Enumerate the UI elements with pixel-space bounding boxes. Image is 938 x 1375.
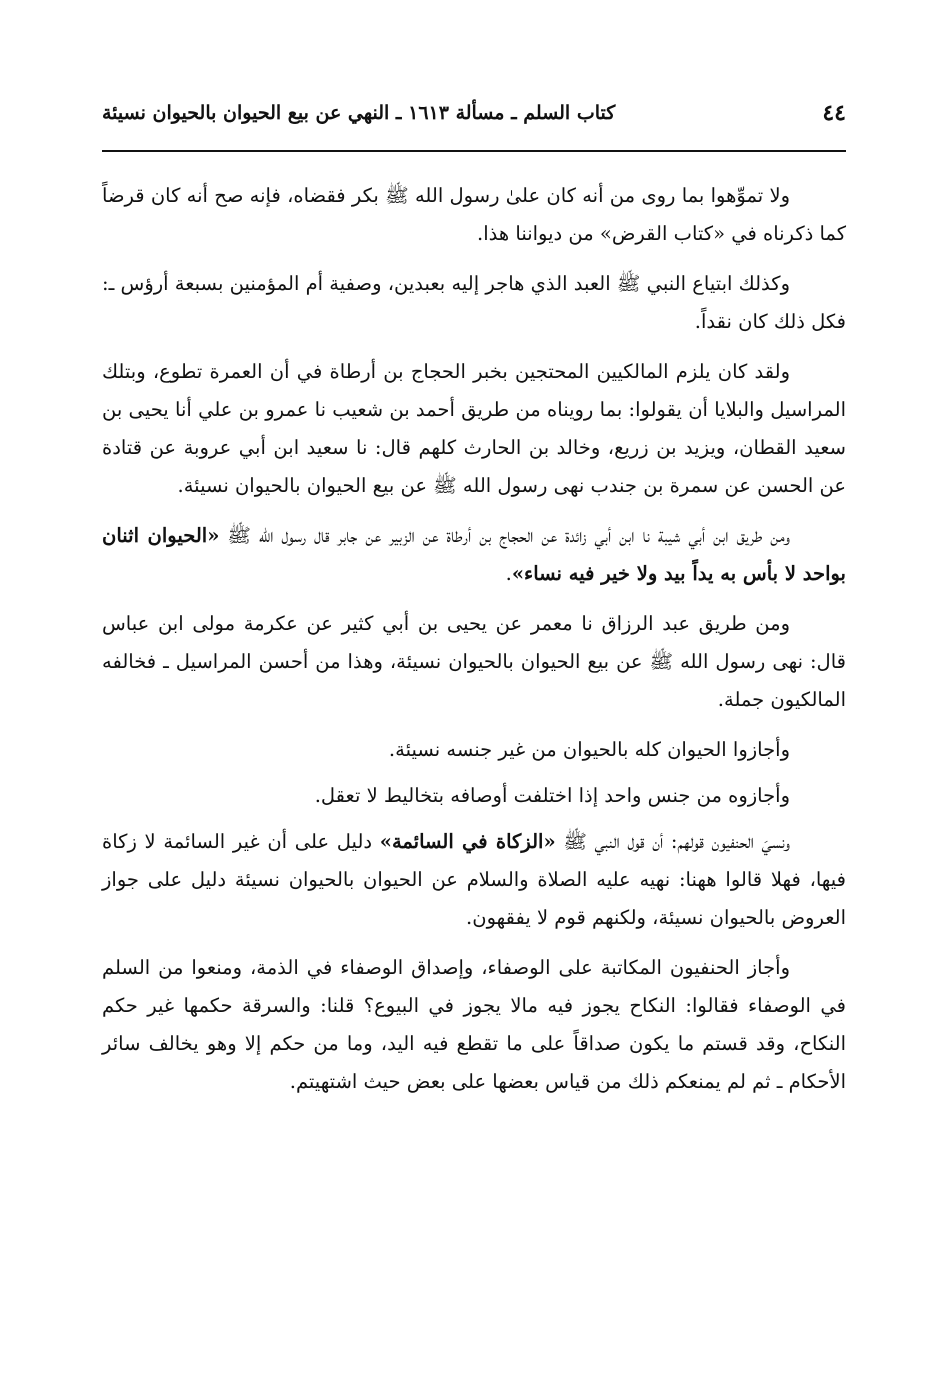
paragraph-text: ونسيَ الحنفيون قولهم: أن قول النبي ﷺ: [555, 830, 790, 853]
page-header: [102, 100, 846, 134]
header-divider: [102, 150, 846, 152]
hadith-quote: «الحيوان اثنان بواحد لا بأس به يداً بيد ولا خير فيه نساء»: [102, 524, 846, 585]
paragraph-text: دليل على أن غير السائمة لا زكاة فيها، فهلا قالوا ههنا: نهيه عليه الصلاة والسلام عن الحيوان بالحيوان نسيئة دليل على جواز العروض بالحيوان نسيئة، ولكنهم قوم لا يفقهون.: [102, 830, 846, 929]
paragraph: [102, 823, 846, 937]
paragraph: وكذلك ابتياع النبي ﷺ العبد الذي هاجر إليه بعبدين، وصفية أم المؤمنين بسبعة أرؤس ـ: فكل ذلك كان نقداً.: [102, 272, 846, 333]
page-number: ٤٤: [822, 100, 846, 126]
paragraph: وأجاز الحنفيون المكاتبة على الوصفاء، وإصداق الوصفاء في الذمة، ومنعوا من السلم في الوصفاء فقالوا: النكاح يجوز فيه مالا يجوز في البيوع؟ قلنا: والسرقة حكمها غير حكم النكاح، وقد قستم ما يكون صداقاً على ما تقطع فيه اليد، وما من حكم إلا وهو يخالف سائر الأحكام ـ ثم لم يمنعكم ذلك من قياس بعضها على بعض حيث اشتهيتم.: [102, 956, 846, 1093]
paragraph: وأجازوا الحيوان كله بالحيوان من غير جنسه نسيئة.: [388, 738, 790, 761]
paragraph: ولقد كان يلزم المالكيين المحتجين بخبر الحجاج بن أرطاة في أن العمرة تطوع، وبتلك المراسيل والبلايا أن يقولوا: بما رويناه من طريق أحمد بن شعيب نا عمرو بن علي أنا يحيى بن سعيد القطان، ويزيد بن زريع، وخالد بن الحارث كلهم قال: نا سعيد ابن أبي عروبة عن قتادة عن الحسن عن سمرة بن جندب نهى رسول الله ﷺ عن بيع الحيوان بالحيوان نسيئة.: [102, 360, 846, 497]
running-title: كتاب السلم ـ مسألة ١٦١٣ ـ النهي عن بيع الحيوان بالحيوان نسيئة: [102, 102, 616, 124]
hadith-quote: «الزكاة في السائمة»: [379, 830, 556, 853]
paragraph-text: ومن طريق ابن أبي شيبة نا ابن أبي زائدة عن الحجاج بن أرطاة عن الزبير عن جابر قال رسول الله ﷺ: [219, 524, 790, 547]
paragraph-text: .: [505, 562, 512, 585]
paragraph: ومن طريق عبد الرزاق نا معمر عن يحيى بن أبي كثير عن عكرمة مولى ابن عباس قال: نهى رسول الله ﷺ عن بيع الحيوان بالحيوان نسيئة، وهذا من أحسن المراسيل ـ فخالفه المالكيون جملة.: [102, 612, 846, 711]
paragraph: [102, 517, 846, 593]
page-body: [102, 177, 846, 1113]
paragraph: وأجازوه من جنس واحد إذا اختلفت أوصافه بتخاليط لا تعقل.: [314, 784, 790, 807]
paragraph: ولا تموِّهوا بما روى من أنه كان علىٰ رسول الله ﷺ بكر فقضاه، فإنه صح أنه كان قرضاً كما ذكرناه في «كتاب القرض» من ديواننا هذا.: [102, 184, 846, 245]
